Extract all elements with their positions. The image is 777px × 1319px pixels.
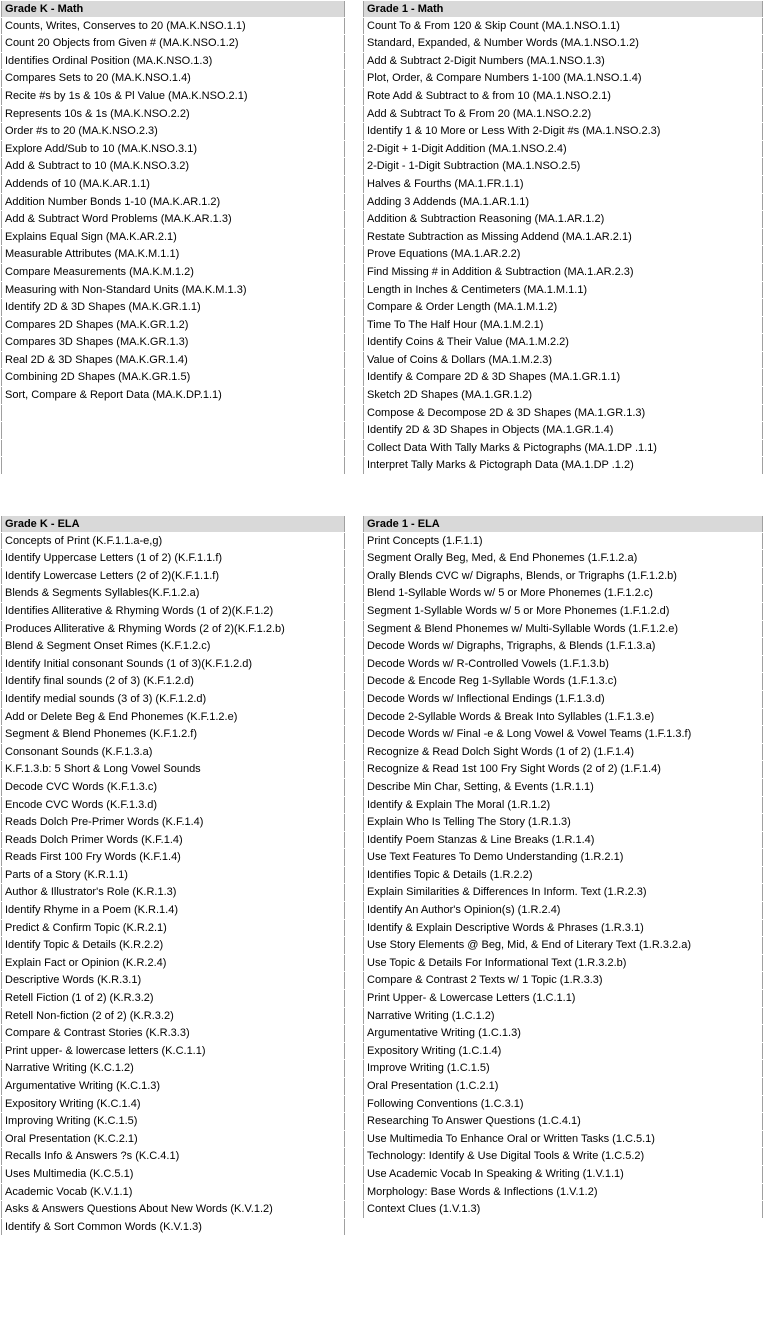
ela-grade-k-standard: Retell Non-fiction (2 of 2) (K.R.3.2)	[1, 1008, 345, 1025]
ela-grade-1-standard: Segment & Blend Phonemes w/ Multi-Syllable Words (1.F.1.2.e)	[363, 621, 763, 638]
math-grade-k-header: Grade K - Math	[1, 1, 345, 17]
math-grade-1-standard: Standard, Expanded, & Number Words (MA.1.NSO.1.2)	[363, 35, 763, 52]
ela-grade-k-standard: Descriptive Words (K.R.3.1)	[1, 972, 345, 989]
ela-grade-k-standard: Blend & Segment Onset Rimes (K.F.1.2.c)	[1, 638, 345, 655]
ela-grade-k-standard: Uses Multimedia (K.C.5.1)	[1, 1166, 345, 1183]
ela-grade-k-standard: Decode CVC Words (K.F.1.3.c)	[1, 779, 345, 796]
math-grade-k-standard: Counts, Writes, Conserves to 20 (MA.K.NSO.1.1)	[1, 18, 345, 35]
math-grade-1-standard: 2-Digit - 1-Digit Subtraction (MA.1.NSO.2.5)	[363, 158, 763, 175]
math-grade-1-standard: Addition & Subtraction Reasoning (MA.1.AR.1.2)	[363, 211, 763, 228]
ela-grade-1-standard: Segment 1-Syllable Words w/ 5 or More Phonemes (1.F.1.2.d)	[363, 603, 763, 620]
math-grade-1-standard: Halves & Fourths (MA.1.FR.1.1)	[363, 176, 763, 193]
ela-grade-k-standard: Identify Rhyme in a Poem (K.R.1.4)	[1, 902, 345, 919]
math-grade-k-standard	[1, 422, 345, 439]
math-grade-k-standard: Count 20 Objects from Given # (MA.K.NSO.1.2)	[1, 35, 345, 52]
math-grade-1-standard: Find Missing # in Addition & Subtraction (MA.1.AR.2.3)	[363, 264, 763, 281]
ela-grade-k-standard: Identify Initial consonant Sounds (1 of 3)(K.F.1.2.d)	[1, 656, 345, 673]
ela-grade-k-standard: Produces Alliterative & Rhyming Words (2 of 2)(K.F.1.2.b)	[1, 621, 345, 638]
math-grade-k-standard: Identifies Ordinal Position (MA.K.NSO.1.3)	[1, 53, 345, 70]
ela-grade-1-standard: Decode Words w/ R-Controlled Vowels (1.F.1.3.b)	[363, 656, 763, 673]
math-grade-1-standard: Adding 3 Addends (MA.1.AR.1.1)	[363, 194, 763, 211]
ela-grade-1-standard: Following Conventions (1.C.3.1)	[363, 1096, 763, 1113]
ela-grade-1-standard: Use Academic Vocab In Speaking & Writing (1.V.1.1)	[363, 1166, 763, 1183]
math-grade-k-standard	[1, 440, 345, 457]
ela-grade-1-standard: Recognize & Read 1st 100 Fry Sight Words (2 of 2) (1.F.1.4)	[363, 761, 763, 778]
ela-grade-1-standard: Explain Who Is Telling The Story (1.R.1.3)	[363, 814, 763, 831]
math-grade-k-standard: Compares Sets to 20 (MA.K.NSO.1.4)	[1, 70, 345, 87]
ela-grade-1-standard: Identify Poem Stanzas & Line Breaks (1.R.1.4)	[363, 832, 763, 849]
math-grade-1-standard: Length in Inches & Centimeters (MA.1.M.1.1)	[363, 282, 763, 299]
ela-grade-1-standard: Use Text Features To Demo Understanding (1.R.2.1)	[363, 849, 763, 866]
ela-grade-1-standard: Decode Words w/ Final -e & Long Vowel & Vowel Teams (1.F.1.3.f)	[363, 726, 763, 743]
math-grade-1-standard: Compare & Order Length (MA.1.M.1.2)	[363, 299, 763, 316]
ela-grade-k-standard: Identify Uppercase Letters (1 of 2) (K.F.1.1.f)	[1, 550, 345, 567]
ela-grade-k-standard: Asks & Answers Questions About New Words (K.V.1.2)	[1, 1201, 345, 1218]
ela-grade-1-standard: Decode Words w/ Digraphs, Trigraphs, & Blends (1.F.1.3.a)	[363, 638, 763, 655]
ela-grade-1-standard: Print Concepts (1.F.1.1)	[363, 533, 763, 550]
math-grade-k-standard: Identify 2D & 3D Shapes (MA.K.GR.1.1)	[1, 299, 345, 316]
ela-grade-1-standard: Orally Blends CVC w/ Digraphs, Blends, or Trigraphs (1.F.1.2.b)	[363, 568, 763, 585]
math-grade-1-header: Grade 1 - Math	[363, 1, 763, 17]
ela-grade-k-standard: K.F.1.3.b: 5 Short & Long Vowel Sounds	[1, 761, 345, 778]
math-grade-1-standard: Add & Subtract To & From 20 (MA.1.NSO.2.2)	[363, 106, 763, 123]
ela-grade-k-standard: Segment & Blend Phonemes (K.F.1.2.f)	[1, 726, 345, 743]
math-grade-1-standard: Collect Data With Tally Marks & Pictographs (MA.1.DP .1.1)	[363, 440, 763, 457]
ela-grade-k-standard: Reads Dolch Pre-Primer Words (K.F.1.4)	[1, 814, 345, 831]
math-grade-k-standard: Explore Add/Sub to 10 (MA.K.NSO.3.1)	[1, 141, 345, 158]
ela-grade-k-standard: Compare & Contrast Stories (K.R.3.3)	[1, 1025, 345, 1042]
math-grade-1-standard: Time To The Half Hour (MA.1.M.2.1)	[363, 317, 763, 334]
ela-grade-k-standard: Retell Fiction (1 of 2) (K.R.3.2)	[1, 990, 345, 1007]
math-grade-k-standard: Real 2D & 3D Shapes (MA.K.GR.1.4)	[1, 352, 345, 369]
ela-grade-k-standard: Add or Delete Beg & End Phonemes (K.F.1.2.e)	[1, 709, 345, 726]
ela-grade-k-standard: Explain Fact or Opinion (K.R.2.4)	[1, 955, 345, 972]
ela-grade-1-standard: Context Clues (1.V.1.3)	[363, 1201, 763, 1218]
math-grade-k-standard	[1, 457, 345, 474]
math-grade-k-standard: Addends of 10 (MA.K.AR.1.1)	[1, 176, 345, 193]
ela-grade-1-standard: Identify An Author's Opinion(s) (1.R.2.4)	[363, 902, 763, 919]
ela-grade-k-standard: Improving Writing (K.C.1.5)	[1, 1113, 345, 1130]
math-grade-k-standard: Represents 10s & 1s (MA.K.NSO.2.2)	[1, 106, 345, 123]
math-grade-k-standard: Addition Number Bonds 1-10 (MA.K.AR.1.2)	[1, 194, 345, 211]
math-grade-k-standard: Sort, Compare & Report Data (MA.K.DP.1.1)	[1, 387, 345, 404]
ela-grade-1-standard: Recognize & Read Dolch Sight Words (1 of 2) (1.F.1.4)	[363, 744, 763, 761]
ela-grade-k-standard: Narrative Writing (K.C.1.2)	[1, 1060, 345, 1077]
math-grade-k-standard: Compares 3D Shapes (MA.K.GR.1.3)	[1, 334, 345, 351]
ela-grade-1-standard: Identify & Explain The Moral (1.R.1.2)	[363, 797, 763, 814]
math-grade-1-standard: Sketch 2D Shapes (MA.1.GR.1.2)	[363, 387, 763, 404]
math-grade-1-standard: Interpret Tally Marks & Pictograph Data (MA.1.DP .1.2)	[363, 457, 763, 474]
ela-grade-k-standard: Academic Vocab (K.V.1.1)	[1, 1184, 345, 1201]
ela-grade-k-standard: Concepts of Print (K.F.1.1.a-e,g)	[1, 533, 345, 550]
math-grade-1-standard: Value of Coins & Dollars (MA.1.M.2.3)	[363, 352, 763, 369]
math-grade-k-standard: Combining 2D Shapes (MA.K.GR.1.5)	[1, 369, 345, 386]
ela-grade-1-standard: Print Upper- & Lowercase Letters (1.C.1.1)	[363, 990, 763, 1007]
ela-grade-1-standard: Argumentative Writing (1.C.1.3)	[363, 1025, 763, 1042]
ela-grade-k-header: Grade K - ELA	[1, 516, 345, 532]
ela-grade-k-standard: Identify Lowercase Letters (2 of 2)(K.F.1.1.f)	[1, 568, 345, 585]
ela-grade-k-standard: Argumentative Writing (K.C.1.3)	[1, 1078, 345, 1095]
math-grade-k-standard: Measurable Attributes (MA.K.M.1.1)	[1, 246, 345, 263]
ela-grade-1-standard: Use Story Elements @ Beg, Mid, & End of Literary Text (1.R.3.2.a)	[363, 937, 763, 954]
ela-grade-1-standard: Explain Similarities & Differences In Inform. Text (1.R.2.3)	[363, 884, 763, 901]
ela-grade-k-standard: Identify medial sounds (3 of 3) (K.F.1.2.d)	[1, 691, 345, 708]
ela-grade-1-standard: Segment Orally Beg, Med, & End Phonemes (1.F.1.2.a)	[363, 550, 763, 567]
ela-grade-1-standard: Use Topic & Details For Informational Text (1.R.3.2.b)	[363, 955, 763, 972]
math-grade-k-standard: Recite #s by 1s & 10s & Pl Value (MA.K.NSO.2.1)	[1, 88, 345, 105]
ela-grade-k-standard: Oral Presentation (K.C.2.1)	[1, 1131, 345, 1148]
ela-grade-1-standard: Decode 2-Syllable Words & Break Into Syllables (1.F.1.3.e)	[363, 709, 763, 726]
math-grade-k-standard: Compare Measurements (MA.K.M.1.2)	[1, 264, 345, 281]
ela-grade-k-standard: Reads Dolch Primer Words (K.F.1.4)	[1, 832, 345, 849]
ela-grade-1-standard: Decode & Encode Reg 1-Syllable Words (1.F.1.3.c)	[363, 673, 763, 690]
ela-grade-k-standard: Encode CVC Words (K.F.1.3.d)	[1, 797, 345, 814]
ela-grade-k-standard: Reads First 100 Fry Words (K.F.1.4)	[1, 849, 345, 866]
math-grade-1-standard: Identify 2D & 3D Shapes in Objects (MA.1.GR.1.4)	[363, 422, 763, 439]
ela-grade-k-standard: Consonant Sounds (K.F.1.3.a)	[1, 744, 345, 761]
ela-grade-1-standard: Decode Words w/ Inflectional Endings (1.F.1.3.d)	[363, 691, 763, 708]
ela-grade-k-standard: Blends & Segments Syllables(K.F.1.2.a)	[1, 585, 345, 602]
ela-grade-k-standard: Author & Illustrator's Role (K.R.1.3)	[1, 884, 345, 901]
math-grade-k-standard: Compares 2D Shapes (MA.K.GR.1.2)	[1, 317, 345, 334]
math-grade-k-standard: Measuring with Non-Standard Units (MA.K.M.1.3)	[1, 282, 345, 299]
math-grade-k-standard: Add & Subtract Word Problems (MA.K.AR.1.3)	[1, 211, 345, 228]
math-grade-k-standard: Add & Subtract to 10 (MA.K.NSO.3.2)	[1, 158, 345, 175]
ela-grade-k-standard: Identify Topic & Details (K.R.2.2)	[1, 937, 345, 954]
math-grade-1-standard: Identify Coins & Their Value (MA.1.M.2.2)	[363, 334, 763, 351]
math-grade-k-standard: Order #s to 20 (MA.K.NSO.2.3)	[1, 123, 345, 140]
ela-grade-1-standard: Researching To Answer Questions (1.C.4.1)	[363, 1113, 763, 1130]
math-grade-k-standard	[1, 405, 345, 422]
ela-grade-1-standard: Morphology: Base Words & Inflections (1.V.1.2)	[363, 1184, 763, 1201]
math-grade-1-standard: Rote Add & Subtract to & from 10 (MA.1.NSO.2.1)	[363, 88, 763, 105]
ela-grade-k-standard: Identify final sounds (2 of 3) (K.F.1.2.d)	[1, 673, 345, 690]
ela-grade-k-standard: Recalls Info & Answers ?s (K.C.4.1)	[1, 1148, 345, 1165]
ela-grade-k-standard: Parts of a Story (K.R.1.1)	[1, 867, 345, 884]
ela-grade-k-standard: Predict & Confirm Topic (K.R.2.1)	[1, 920, 345, 937]
math-grade-1-standard: Count To & From 120 & Skip Count (MA.1.NSO.1.1)	[363, 18, 763, 35]
ela-grade-1-standard: Technology: Identify & Use Digital Tools & Write (1.C.5.2)	[363, 1148, 763, 1165]
ela-grade-1-standard: Identify & Explain Descriptive Words & Phrases (1.R.3.1)	[363, 920, 763, 937]
ela-grade-1-standard: Expository Writing (1.C.1.4)	[363, 1043, 763, 1060]
math-grade-1-standard: Identify & Compare 2D & 3D Shapes (MA.1.GR.1.1)	[363, 369, 763, 386]
ela-grade-1-standard: Describe Min Char, Setting, & Events (1.R.1.1)	[363, 779, 763, 796]
ela-grade-k-standard: Expository Writing (K.C.1.4)	[1, 1096, 345, 1113]
ela-grade-k-standard: Identify & Sort Common Words (K.V.1.3)	[1, 1219, 345, 1236]
math-grade-1-standard: Compose & Decompose 2D & 3D Shapes (MA.1.GR.1.3)	[363, 405, 763, 422]
ela-grade-1-standard: Use Multimedia To Enhance Oral or Written Tasks (1.C.5.1)	[363, 1131, 763, 1148]
ela-grade-1-standard: Improve Writing (1.C.1.5)	[363, 1060, 763, 1077]
ela-grade-k-standard: Print upper- & lowercase letters (K.C.1.1)	[1, 1043, 345, 1060]
math-grade-k-standard: Explains Equal Sign (MA.K.AR.2.1)	[1, 229, 345, 246]
ela-grade-1-standard: Identifies Topic & Details (1.R.2.2)	[363, 867, 763, 884]
math-grade-1-standard: 2-Digit + 1-Digit Addition (MA.1.NSO.2.4)	[363, 141, 763, 158]
math-grade-1-standard: Add & Subtract 2-Digit Numbers (MA.1.NSO.1.3)	[363, 53, 763, 70]
ela-grade-1-standard: Narrative Writing (1.C.1.2)	[363, 1008, 763, 1025]
ela-grade-1-header: Grade 1 - ELA	[363, 516, 763, 532]
ela-grade-1-standard: Oral Presentation (1.C.2.1)	[363, 1078, 763, 1095]
ela-grade-1-standard: Compare & Contrast 2 Texts w/ 1 Topic (1.R.3.3)	[363, 972, 763, 989]
math-grade-1-standard: Restate Subtraction as Missing Addend (MA.1.AR.2.1)	[363, 229, 763, 246]
ela-grade-1-standard: Blend 1-Syllable Words w/ 5 or More Phonemes (1.F.1.2.c)	[363, 585, 763, 602]
ela-grade-k-standard: Identifies Alliterative & Rhyming Words (1 of 2)(K.F.1.2)	[1, 603, 345, 620]
math-grade-1-standard: Prove Equations (MA.1.AR.2.2)	[363, 246, 763, 263]
math-grade-1-standard: Plot, Order, & Compare Numbers 1-100 (MA.1.NSO.1.4)	[363, 70, 763, 87]
math-grade-1-standard: Identify 1 & 10 More or Less With 2-Digit #s (MA.1.NSO.2.3)	[363, 123, 763, 140]
